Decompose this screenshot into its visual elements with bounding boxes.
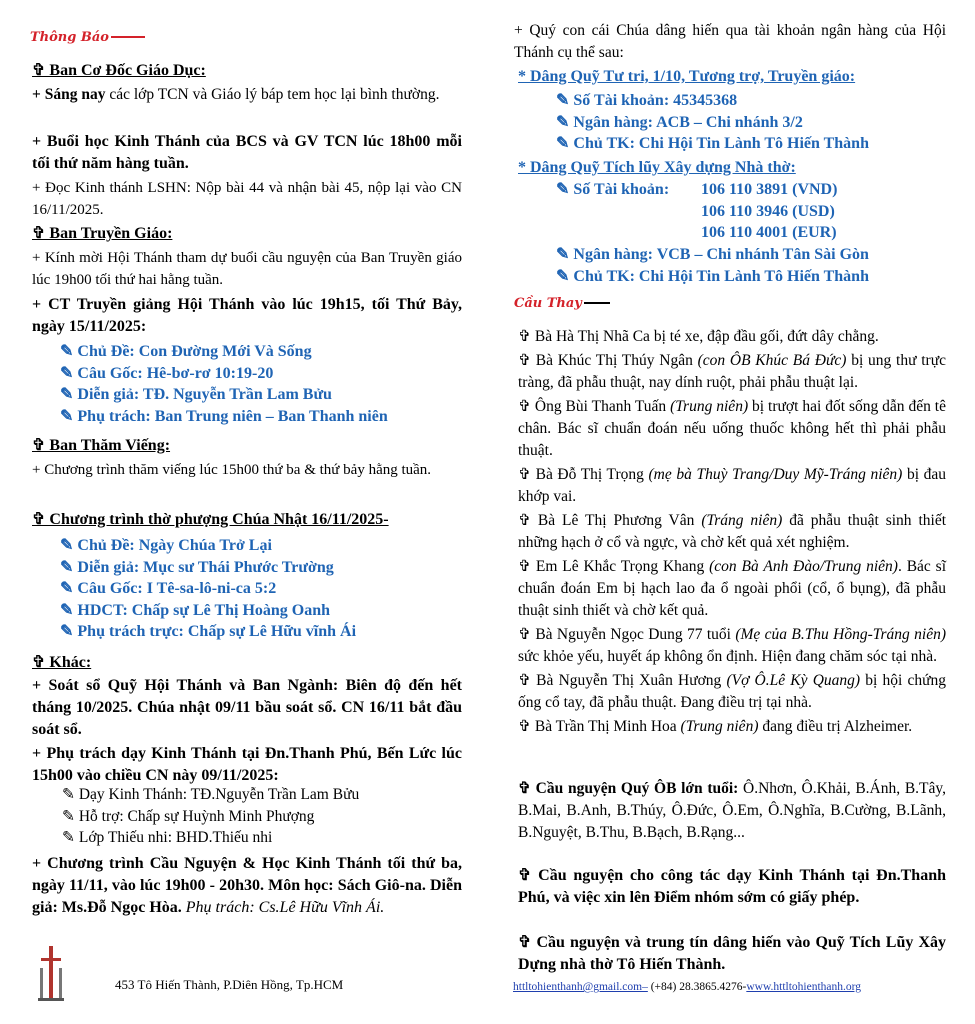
fund2-item: ✎ Chủ TK: Chi Hội Tin Lành Tô Hiến Thành (556, 267, 869, 285)
fund2-list (556, 244, 869, 287)
prayer-elderly: ✞ Cầu nguyện Quý ÔB lớn tuổi: Ô.Nhơn, Ô.Khải, B.Ánh, B.Tây, B.Mai, B.Anh, B.Thúy, Ô.Đức, Ô.Em, Ô.Nghĩa, B.Cường, B.Lãnh, B.Nguyệt, B.Thu, B.Bạch, B.Rạng... (518, 780, 946, 841)
prayer-item: ✞ Bà Trần Thị Minh Hoa (Trung niên) đang điều trị Alzheimer. (518, 718, 913, 735)
s1-paragraph-3: + Đọc Kinh thánh LSHN: Nộp bài 44 và nhận bài 45, nộp lại vào CN 16/11/2025. (32, 180, 462, 218)
prayer-item: ✞ Bà Hà Thị Nhã Ca bị té xe, đập đầu gối, đứt dây chằng. (518, 328, 879, 345)
prayer-item: ✞ Ông Bùi Thanh Tuấn (Trung niên) bị trượt hai đốt sống dẫn đến tê chân. Bác sĩ chuẩn đoán nếu uống thuốc không hết thì phải phẫu thuật. (518, 398, 946, 459)
section-evangelism-heading: ✞ Ban Truyền Giáo: (32, 225, 173, 242)
s5-item: ✎ Hỗ trợ: Chấp sự Huỳnh Minh Phượng (62, 807, 315, 825)
offering-intro: + Quý con cái Chúa dâng hiến qua tài khoản ngân hàng của Hội Thánh cụ thể sau: (514, 22, 946, 61)
fund1-item: ✎ Chủ TK: Chi Hội Tin Lành Tô Hiến Thành (556, 135, 869, 152)
s4-item: ✎ Phụ trách trực: Chấp sự Lê Hữu vĩnh Ái (60, 623, 357, 640)
s5-paragraph-2: + Phụ trách dạy Kinh Thánh tại Đn.Thanh Phú, Bến Lức lúc 15h00 vào chiều CN này 09/11/2025: (32, 745, 462, 784)
prayer-bible-teaching: ✞ Cầu nguyện cho công tác dạy Kinh Thánh tại Đn.Thanh Phú, và việc xin lên Điểm nhóm sớm có giấy phép. (518, 867, 946, 906)
prayer-item: ✞ Em Lê Khắc Trọng Khang (con Bà Anh Đào/Trung niên). Bác sĩ chuẩn đoán Em bị hạch lao đa ổ ngoài phổi (cổ, ổ bụng), đã phẫu thuật sinh thiết và chờ kết quả. (518, 558, 946, 619)
thong-bao-logo: Thông Báo (30, 26, 145, 45)
fund1-item: ✎ Ngân hàng: ACB – Chi nhánh 3/2 (556, 113, 803, 131)
s5-list (62, 784, 359, 849)
s4-list (60, 535, 356, 643)
s2-item: ✎ Diễn giả: TĐ. Nguyễn Trần Lam Bửu (60, 386, 332, 403)
s1-paragraph-2: + Buổi học Kinh Thánh của BCS và GV TCN lúc 18h00 mỗi tối thứ năm hàng tuần. (32, 133, 462, 172)
prayer-building-fund: ✞ Cầu nguyện và trung tín dâng hiến vào Quỹ Tích Lũy Xây Dựng nhà thờ Tô Hiến Thành. (518, 934, 946, 973)
fund2-account: 106 110 3946 (USD) (701, 202, 835, 220)
footer-address: 453 Tô Hiến Thành, P.Diên Hồng, Tp.HCM (115, 977, 344, 992)
s5-paragraph-3: + Chương trình Cầu Nguyện & Học Kinh Thánh tối thứ ba, ngày 11/11, vào lúc 19h00 - 20h30. Môn học: Sách Giô-na. Diễn giả: Ms.Đỗ Ngọc Hòa. Phụ trách: Cs.Lê Hữu Vĩnh Ái. (32, 855, 462, 916)
fund2-heading: * Dâng Quỹ Tích lũy Xây dựng Nhà thờ: (518, 159, 796, 176)
church-logo-icon (36, 946, 66, 1006)
fund2-account: 106 110 3891 (VND) (701, 181, 838, 198)
s2-item: ✎ Câu Gốc: Hê-bơ-rơ 10:19-20 (60, 364, 274, 382)
s1-paragraph-1: + Sáng nay các lớp TCN và Giáo lý báp tem học lại bình thường. (32, 86, 440, 103)
s5-item: ✎ Dạy Kinh Thánh: TĐ.Nguyễn Trần Lam Bửu (62, 786, 360, 803)
s4-item: ✎ HDCT: Chấp sự Lê Thị Hoàng Oanh (60, 601, 331, 619)
s2-paragraph-1: + Kính mời Hội Thánh tham dự buổi cầu nguyện của Ban Truyền giáo lúc 19h00 tối thứ hai hằng tuần. (32, 250, 462, 288)
fund1-heading: * Dâng Quỹ Tư tri, 1/10, Tương trợ, Truyền giáo: (518, 68, 856, 85)
fund1-item: ✎ Số Tài khoản: 45345368 (556, 92, 738, 109)
s2-item: ✎ Phụ trách: Ban Trung niên – Ban Thanh niên (60, 407, 388, 425)
s3-paragraph-1: + Chương trình thăm viếng lúc 15h00 thứ ba & thứ bảy hằng tuần. (32, 462, 432, 478)
footer-contact (513, 981, 861, 993)
prayer-list (518, 326, 946, 740)
fund1-list (556, 90, 869, 155)
section-other-heading: ✞ Khác: (32, 654, 92, 671)
prayer-item: ✞ Bà Lê Thị Phương Vân (Tráng niên) đã phẫu thuật sinh thiết những hạch ở cổ và ngực, và chờ kết quả xét nghiệm. (518, 512, 947, 551)
s4-item: ✎ Diễn giả: Mục sư Thái Phước Trường (60, 558, 334, 576)
footer-email-link[interactable]: httltohienthanh@gmail.com– (513, 981, 648, 993)
footer-website-link[interactable]: www.httltohienthanh.org (746, 981, 861, 993)
s2-item: ✎ Chủ Đề: Con Đường Mới Và Sống (60, 343, 312, 360)
section-worship-heading: ✞ Chương trình thờ phượng Chúa Nhật 16/11/2025- (32, 511, 389, 528)
fund2-account-label: ✎ Số Tài khoản: (556, 181, 670, 198)
fund2-accounts (701, 179, 837, 244)
fund2-item: ✎ Ngân hàng: VCB – Chi nhánh Tân Sài Gòn (556, 246, 869, 263)
s2-paragraph-2: + CT Truyền giảng Hội Thánh vào lúc 19h15, tối Thứ Bảy, ngày 15/11/2025: (32, 296, 462, 335)
prayer-item: ✞ Bà Đỗ Thị Trọng (mẹ bà Thuỳ Trang/Duy Mỹ-Tráng niên) bị đau khớp vai. (518, 466, 947, 505)
s2-list (60, 341, 388, 427)
section-christian-education-heading: ✞ Ban Cơ Đốc Giáo Dục: (32, 62, 206, 79)
s5-item: ✎ Lớp Thiếu nhi: BHD.Thiếu nhi (62, 829, 273, 846)
s4-item: ✎ Chủ Đề: Ngày Chúa Trở Lại (60, 537, 272, 554)
cau-thay-logo: Cầu Thay (514, 292, 610, 311)
s4-item: ✎ Câu Gốc: I Tê-sa-lô-ni-ca 5:2 (60, 580, 277, 597)
fund2-account: 106 110 4001 (EUR) (701, 224, 837, 241)
prayer-item: ✞ Bà Nguyễn Ngọc Dung 77 tuổi (Mẹ của B.Thu Hồng-Tráng niên) sức khỏe yếu, huyết áp không ổn định. Hiện đang chăm sóc tại nhà. (518, 626, 946, 665)
prayer-item: ✞ Bà Khúc Thị Thúy Ngân (con ÔB Khúc Bá Đức) bị ung thư trực tràng, đã phẫu thuật, nay dính ruột, phải phẫu thuật lại. (518, 352, 946, 391)
s5-paragraph-1: + Soát sổ Quỹ Hội Thánh và Ban Ngành: Biên độ đến hết tháng 10/2025. Chúa nhật 09/11 bầu soát sổ. CN 16/11 bắt đầu soát sổ. (32, 677, 462, 738)
section-visitation-heading: ✞ Ban Thăm Viếng: (32, 437, 171, 454)
footer-phone: (+84) 28.3865.4276- (647, 981, 747, 993)
prayer-item: ✞ Bà Nguyễn Thị Xuân Hương (Vợ Ô.Lê Kỳ Quang) bị hội chứng ống cổ tay, đã phẫu thuật. Đang điều trị tại nhà. (518, 672, 946, 711)
